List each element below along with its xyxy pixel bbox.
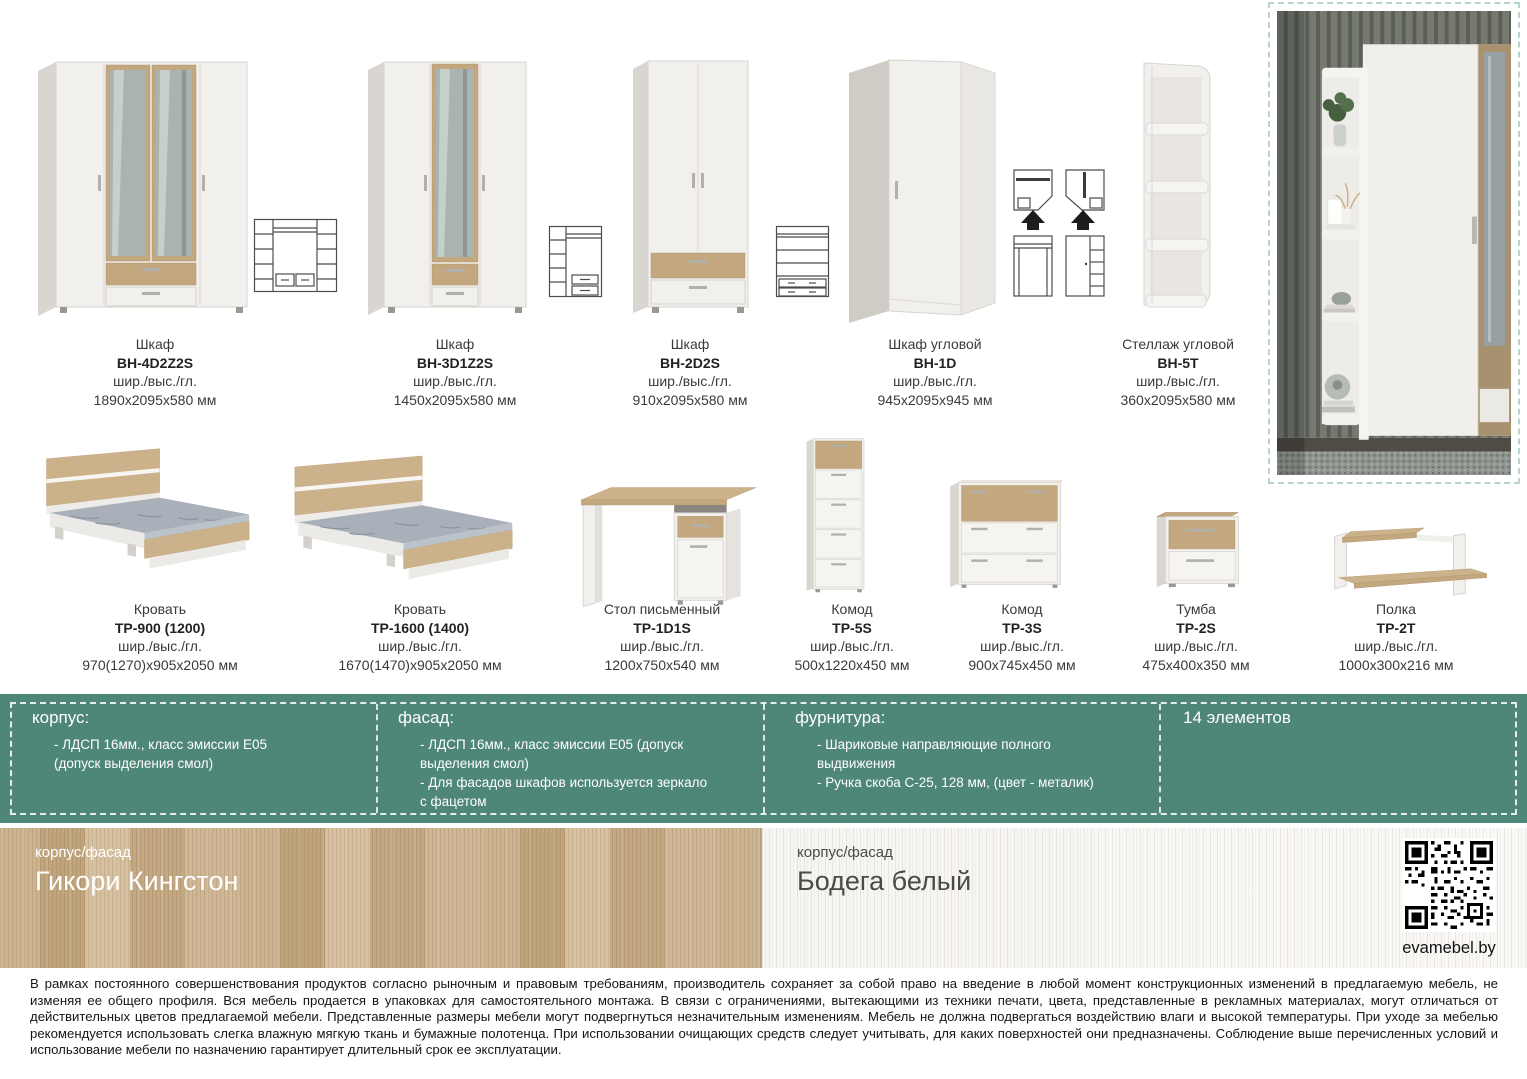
wardrobe-3-door-illustration bbox=[362, 55, 532, 320]
spec-line: выделения смол) bbox=[420, 756, 529, 771]
product-dims: 910x2095x580 мм bbox=[632, 391, 748, 408]
material-label: корпус/фасад bbox=[35, 844, 131, 861]
bed-single-illustration bbox=[33, 440, 261, 584]
product-label bbox=[290, 600, 550, 674]
product-name: Полка bbox=[1376, 601, 1416, 617]
spec-line: выдвижения bbox=[817, 756, 896, 771]
product-code: TP-3S bbox=[1002, 619, 1042, 636]
product-code: TP-900 (1200) bbox=[114, 619, 206, 636]
product-dims-label: шир./выс./гл. bbox=[378, 638, 462, 654]
spec-line: - Для фасадов шкафов используется зеркало bbox=[420, 775, 708, 790]
spec-title: фурнитура: bbox=[795, 708, 886, 727]
product-dims: 1200x750x540 мм bbox=[604, 656, 720, 673]
spec-line: - ЛДСП 16мм., класс эмиссии Е05 (допуск bbox=[420, 737, 684, 752]
product-name: Кровать bbox=[393, 601, 447, 617]
lifestyle-photo bbox=[1277, 11, 1511, 475]
product-dims: 475x400x350 мм bbox=[1142, 656, 1250, 673]
product-name: Шкаф угловой bbox=[888, 336, 982, 352]
spec-title: 14 элементов bbox=[1183, 708, 1291, 727]
disclaimer-text: В рамках постоянного совершенствования продуктов согласно рыночным и правовым требованиям, производитель сохраняет за собой право на введение в любой момент конструкционных изменений в предлагаемую мебель, не изменяя ее общего профиля. Вся мебель продается в упаковках для самостоятельного монтажа. В связи с ограничениями, вытекающими из техники печати, цвета, представленные в рекламных материалах, могут отличаться от действительных цветов предлагаемой мебели. Представленные размеры мебели могут подвергнуться незначительным изменениям. Мебель не должна подвергаться воздействию влаги и высокой температуры. При уходе за мебелью рекомендуется использовать слегка влажную мягкую ткань и бумажные полотенца. При использовании очищающих средств следует учитывать, для каких поверхностей они предназначены. Соблюдение выше перечисленных условий и использование мебели по назначению гарантирует длительный срок ее эксплуатации. bbox=[30, 976, 1498, 1058]
spec-line: - Ручка скоба С-25, 128 мм, (цвет - металик) bbox=[817, 775, 1094, 790]
product-label bbox=[30, 600, 290, 674]
product-dims-label: шир./выс./гл. bbox=[118, 638, 202, 654]
corner-shelf-illustration bbox=[1128, 53, 1218, 315]
spec-title: фасад: bbox=[398, 708, 455, 727]
product-card-wardrobe-4d bbox=[30, 40, 350, 420]
product-dims: 500x1220x450 мм bbox=[794, 656, 910, 673]
material-name: Бодега белый bbox=[797, 866, 972, 896]
wardrobe-2-door-illustration bbox=[628, 55, 753, 320]
corner-wardrobe-schematics bbox=[1012, 168, 1107, 300]
product-code: TP-2T bbox=[1376, 619, 1416, 636]
product-name: Шкаф bbox=[135, 336, 175, 352]
product-name: Стол письменный bbox=[603, 601, 721, 617]
spec-line: - ЛДСП 16мм., класс эмиссии Е05 bbox=[54, 737, 268, 752]
product-dims-label: шир./выс./гл. bbox=[810, 638, 894, 654]
material-swatches bbox=[0, 828, 1527, 968]
product-dims: 360x2095x580 мм bbox=[1120, 391, 1236, 408]
product-dims-label: шир./выс./гл. bbox=[113, 373, 197, 389]
material-name: Гикори Кингстон bbox=[35, 866, 239, 896]
product-dims-label: шир./выс./гл. bbox=[1354, 638, 1438, 654]
product-name: Шкаф bbox=[670, 336, 710, 352]
chest-3-drawer-illustration bbox=[942, 473, 1072, 589]
chest-5-drawer-illustration bbox=[800, 435, 872, 593]
spec-title: корпус: bbox=[32, 708, 90, 727]
product-dims: 1000x300x216 мм bbox=[1338, 656, 1454, 673]
product-card-bed-1600 bbox=[283, 418, 543, 678]
product-label bbox=[805, 335, 1065, 409]
wardrobe-4-door-schematic bbox=[253, 218, 339, 300]
spec-column-elements bbox=[1183, 708, 1503, 735]
product-label bbox=[325, 335, 585, 409]
product-dims: 1670(1470)x905x2050 мм bbox=[338, 656, 502, 673]
product-code: BH-3D1Z2S bbox=[416, 354, 494, 371]
specs-banner bbox=[0, 694, 1527, 823]
material-label: корпус/фасад bbox=[797, 844, 893, 861]
spec-column-korpus bbox=[32, 708, 362, 773]
product-code: BH-1D bbox=[913, 354, 957, 371]
product-name: Комод bbox=[1001, 601, 1043, 617]
product-dims-label: шир./выс./гл. bbox=[980, 638, 1064, 654]
product-dims-label: шир./выс./гл. bbox=[413, 373, 497, 389]
spec-line: (допуск выделения смол) bbox=[54, 756, 214, 771]
product-dims-label: шир./выс./гл. bbox=[1136, 373, 1220, 389]
spec-column-fasad bbox=[398, 708, 748, 811]
qr-caption: evamebel.by bbox=[1402, 939, 1496, 957]
product-code: TP-5S bbox=[832, 619, 872, 636]
product-code: TP-2S bbox=[1176, 619, 1216, 636]
lifestyle-photo-frame bbox=[1268, 2, 1520, 484]
qr-block bbox=[1399, 838, 1499, 958]
desk-illustration bbox=[573, 470, 763, 610]
wardrobe-3-door-schematic bbox=[548, 225, 603, 303]
corner-wardrobe-illustration bbox=[843, 53, 1003, 323]
product-card-wall-shelf bbox=[1305, 418, 1495, 678]
product-code: BH-4D2Z2S bbox=[116, 354, 194, 371]
spec-line: - Шариковые направляющие полного bbox=[817, 737, 1051, 752]
material-swatch-white bbox=[762, 828, 1527, 968]
wall-shelf-illustration bbox=[1305, 523, 1490, 599]
product-card-bed-900 bbox=[33, 418, 293, 678]
wardrobe-4-door-illustration bbox=[30, 55, 255, 320]
product-name: Комод bbox=[831, 601, 873, 617]
product-dims: 900x745x450 мм bbox=[968, 656, 1076, 673]
product-dims: 945x2095x945 мм bbox=[877, 391, 993, 408]
qr-code-icon bbox=[1402, 838, 1496, 932]
product-dims-label: шир./выс./гл. bbox=[893, 373, 977, 389]
wardrobe-2-door-schematic bbox=[775, 225, 830, 303]
product-name: Кровать bbox=[133, 601, 187, 617]
spec-line: с фацетом bbox=[420, 794, 487, 809]
product-dims: 1450x2095x580 мм bbox=[393, 391, 517, 408]
product-dims: 970(1270)x905x2050 мм bbox=[82, 656, 238, 673]
product-name: Шкаф bbox=[435, 336, 475, 352]
product-card-corner-shelf bbox=[1120, 40, 1258, 420]
product-code: BH-5T bbox=[1157, 354, 1199, 371]
product-code: BH-2D2S bbox=[660, 354, 720, 371]
nightstand-illustration bbox=[1148, 505, 1248, 591]
bed-double-illustration bbox=[283, 448, 525, 593]
product-dims-label: шир./выс./гл. bbox=[620, 638, 704, 654]
product-name: Стеллаж угловой bbox=[1122, 336, 1234, 352]
product-label bbox=[1266, 600, 1526, 674]
product-code: TP-1600 (1400) bbox=[370, 619, 470, 636]
product-dims: 1890x2095x580 мм bbox=[93, 391, 217, 408]
product-dims-label: шир./выс./гл. bbox=[648, 373, 732, 389]
material-swatch-wood bbox=[0, 828, 762, 968]
product-label bbox=[560, 335, 820, 409]
product-dims-label: шир./выс./гл. bbox=[1154, 638, 1238, 654]
product-card-nightstand bbox=[1142, 418, 1263, 678]
product-label bbox=[25, 335, 285, 409]
specs-separator bbox=[1159, 704, 1161, 813]
product-card-chest-5s bbox=[794, 418, 910, 678]
spec-column-furnitura bbox=[795, 708, 1145, 792]
specs-separator bbox=[376, 704, 378, 813]
product-name: Тумба bbox=[1176, 601, 1216, 617]
specs-separator bbox=[763, 704, 765, 813]
product-code: TP-1D1S bbox=[633, 619, 691, 636]
